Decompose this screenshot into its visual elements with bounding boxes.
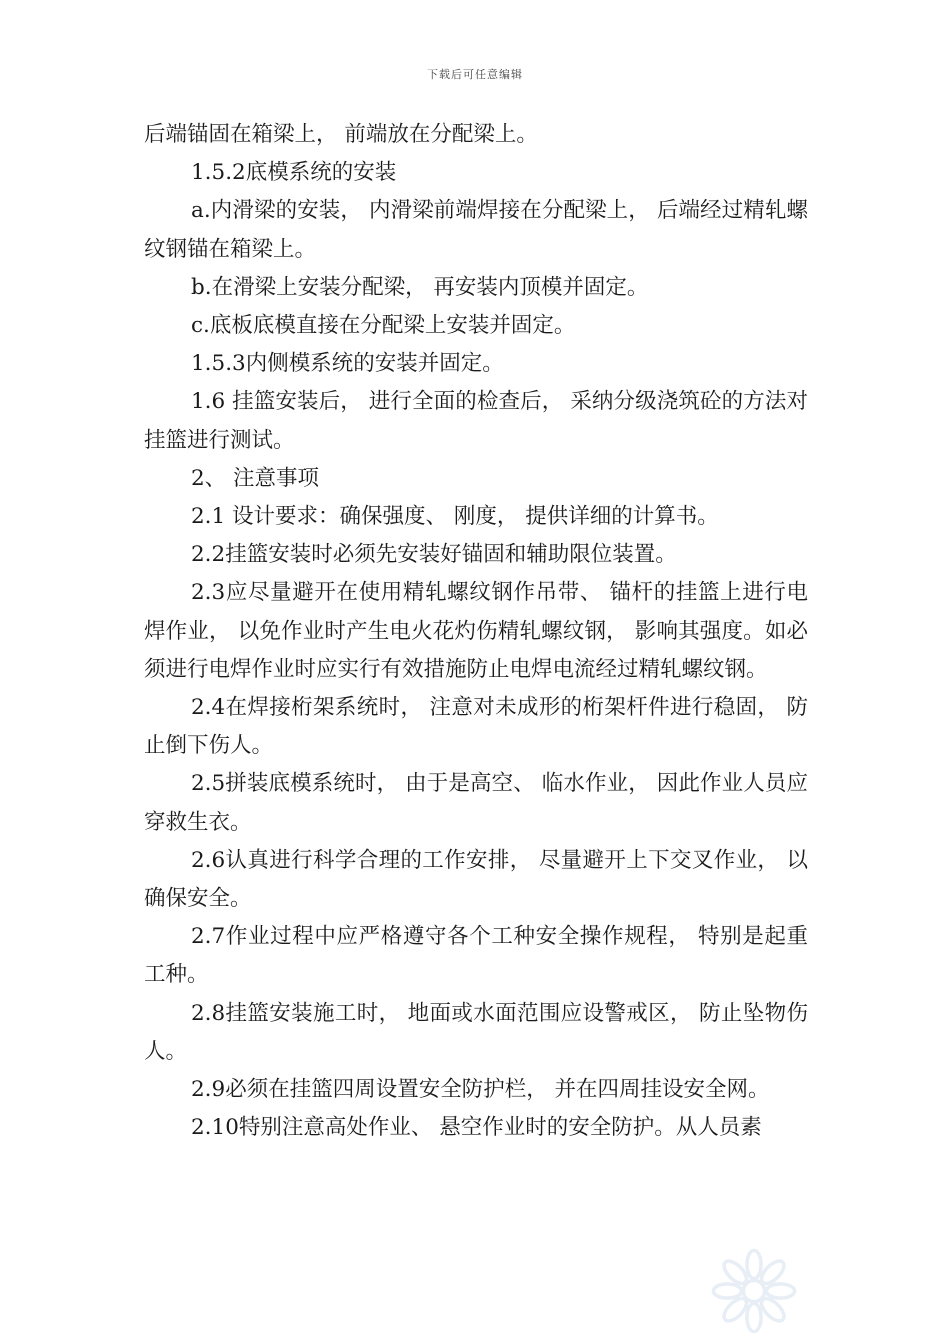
paragraph: 后端锚固在箱梁上， 前端放在分配梁上。	[144, 122, 538, 147]
paragraph: 2.6认真进行科学合理的工作安排， 尽量避开上下交叉作业， 以确保安全。	[144, 847, 808, 912]
paragraph: 2.3应尽量避开在使用精轧螺纹钢作吊带、 锚杆的挂篮上进行电焊作业， 以免作业时产生电火花灼伤精轧螺纹钢， 影响其强度。如必须进行电焊作业时应实行有效措施防止电焊电流经过精轧螺纹钢。	[144, 580, 808, 682]
snowflake-logo-icon	[694, 1238, 814, 1344]
paragraph: 2.8挂篮安装施工时， 地面或水面范围应设警戒区， 防止坠物伤人。	[144, 1000, 808, 1064]
paragraph: 1.5.3内侧模系统的安装并固定。	[191, 351, 504, 377]
paragraph: 1.5.2底模系统的安装	[191, 160, 397, 186]
paragraph: 2、 注意事项	[191, 465, 320, 491]
paragraph: 2.2挂篮安装时必须先安装好锚固和辅助限位装置。	[191, 542, 677, 568]
paragraph: 2.4在焊接桁架系统时， 注意对未成形的桁架杆件进行稳固， 防止倒下伤人。	[144, 695, 808, 759]
page-header: 下载后可任意编辑	[427, 68, 523, 81]
paragraph: 2.1 设计要求：确保强度、 刚度， 提供详细的计算书。	[191, 504, 719, 530]
paragraph: 2.7作业过程中应严格遵守各个工种安全操作规程， 特别是起重工种。	[144, 924, 808, 988]
paragraph: b.在滑梁上安装分配梁， 再安装内顶模并固定。	[191, 274, 649, 300]
paragraph: 2.10特别注意高处作业、 悬空作业时的安全防护。从人员素	[191, 1115, 762, 1141]
paragraph: 1.6 挂篮安装后， 进行全面的检查后， 采纳分级浇筑砼的方法对挂篮进行测试。	[144, 389, 808, 453]
paragraph: a.内滑梁的安装， 内滑梁前端焊接在分配梁上， 后端经过精轧螺纹钢锚在箱梁上。	[144, 198, 808, 262]
paragraph: c.底板底模直接在分配梁上安装并固定。	[191, 313, 576, 339]
paragraph: 2.9必须在挂篮四周设置安全防护栏， 并在四周挂设安全网。	[191, 1077, 770, 1103]
document-body	[144, 116, 808, 1147]
paragraph: 2.5拼装底模系统时， 由于是高空、 临水作业， 因此作业人员应穿救生衣。	[144, 771, 808, 835]
